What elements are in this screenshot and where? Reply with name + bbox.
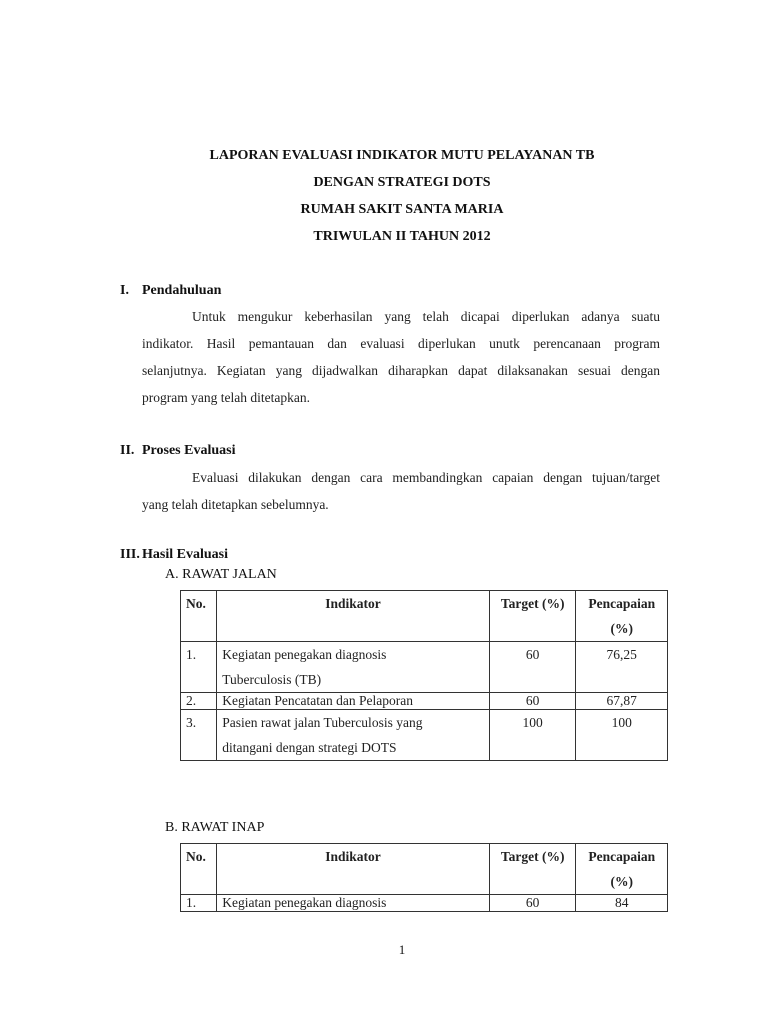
header-pencapaian xyxy=(576,591,668,642)
section-2-heading xyxy=(120,443,235,459)
section-2-line-2: yang telah ditetapkan sebelumnya. xyxy=(142,497,329,512)
section-2-paragraph xyxy=(142,464,660,518)
header-pencapaian-unit: (%) xyxy=(610,621,633,636)
row-pencapaian: 100 xyxy=(576,710,668,761)
row-indikator-line-1: Pasien rawat jalan Tuberculosis yang xyxy=(222,715,423,730)
header-pencapaian-unit: (%) xyxy=(610,874,633,889)
row-indikator: Kegiatan Pencatatan dan Pelaporan xyxy=(217,693,490,710)
row-indikator: Kegiatan penegakan diagnosis xyxy=(217,895,490,912)
row-target: 60 xyxy=(489,693,576,710)
section-1-paragraph xyxy=(142,303,660,411)
section-1-title: Pendahuluan xyxy=(142,283,222,298)
row-no: 3. xyxy=(181,710,217,761)
rawat-inap-table xyxy=(180,843,668,912)
rawat-inap-heading: B. RAWAT INAP xyxy=(165,820,265,835)
table-row xyxy=(181,710,668,761)
section-1-line-1: Untuk mengukur keberhasilan yang telah dicapai diperlukan adanya suatu xyxy=(192,309,660,324)
report-title-line-2: DENGAN STRATEGI DOTS xyxy=(313,175,491,190)
section-3-heading xyxy=(120,547,228,563)
header-indikator: Indikator xyxy=(217,591,490,642)
section-1-line-3: selanjutnya. Kegiatan yang dijadwalkan diharapkan dapat dilaksanakan sesuai dengan xyxy=(142,363,660,378)
row-indikator-line-1: Kegiatan penegakan diagnosis xyxy=(222,647,387,662)
row-no: 1. xyxy=(181,895,217,912)
header-target: Target (%) xyxy=(489,844,576,895)
row-target: 60 xyxy=(489,642,576,693)
report-title-line-1: LAPORAN EVALUASI INDIKATOR MUTU PELAYANAN TB xyxy=(209,148,595,163)
table-header-row xyxy=(181,591,668,642)
table-row xyxy=(181,642,668,693)
table-row xyxy=(181,693,668,710)
section-3-title: Hasil Evaluasi xyxy=(142,547,228,562)
section-1-heading xyxy=(120,283,221,299)
row-indikator-line-2: ditangani dengan strategi DOTS xyxy=(222,740,397,755)
report-title-line-4: TRIWULAN II TAHUN 2012 xyxy=(313,229,491,244)
page-number: 1 xyxy=(398,942,406,957)
section-3-number: III. xyxy=(120,547,140,562)
section-2-line-1: Evaluasi dilakukan dengan cara membandingkan capaian dengan tujuan/target xyxy=(192,470,660,485)
table-row xyxy=(181,895,668,912)
row-pencapaian: 67,87 xyxy=(576,693,668,710)
row-target: 100 xyxy=(489,710,576,761)
section-1-line-4: program yang telah ditetapkan. xyxy=(142,390,310,405)
header-pencapaian-label: Pencapaian xyxy=(588,596,656,611)
section-1-line-2: indikator. Hasil pemantauan dan evaluasi diperlukan unutk perencanaan program xyxy=(142,336,660,351)
rawat-jalan-table xyxy=(180,590,668,761)
row-no: 2. xyxy=(181,693,217,710)
row-indikator-line-2: Tuberculosis (TB) xyxy=(222,672,322,687)
row-pencapaian: 76,25 xyxy=(576,642,668,693)
row-indikator xyxy=(217,710,490,761)
row-no: 1. xyxy=(181,642,217,693)
header-indikator: Indikator xyxy=(217,844,490,895)
row-target: 60 xyxy=(489,895,576,912)
header-pencapaian xyxy=(576,844,668,895)
report-title-line-3: RUMAH SAKIT SANTA MARIA xyxy=(300,202,504,217)
section-2-title: Proses Evaluasi xyxy=(142,443,236,458)
header-target: Target (%) xyxy=(489,591,576,642)
section-2-number: II. xyxy=(120,443,135,458)
header-pencapaian-label: Pencapaian xyxy=(588,849,656,864)
row-indikator xyxy=(217,642,490,693)
header-no: No. xyxy=(181,591,217,642)
row-pencapaian: 84 xyxy=(576,895,668,912)
table-header-row xyxy=(181,844,668,895)
section-1-number: I. xyxy=(120,283,129,298)
header-no: No. xyxy=(181,844,217,895)
rawat-jalan-heading: A. RAWAT JALAN xyxy=(165,567,277,582)
